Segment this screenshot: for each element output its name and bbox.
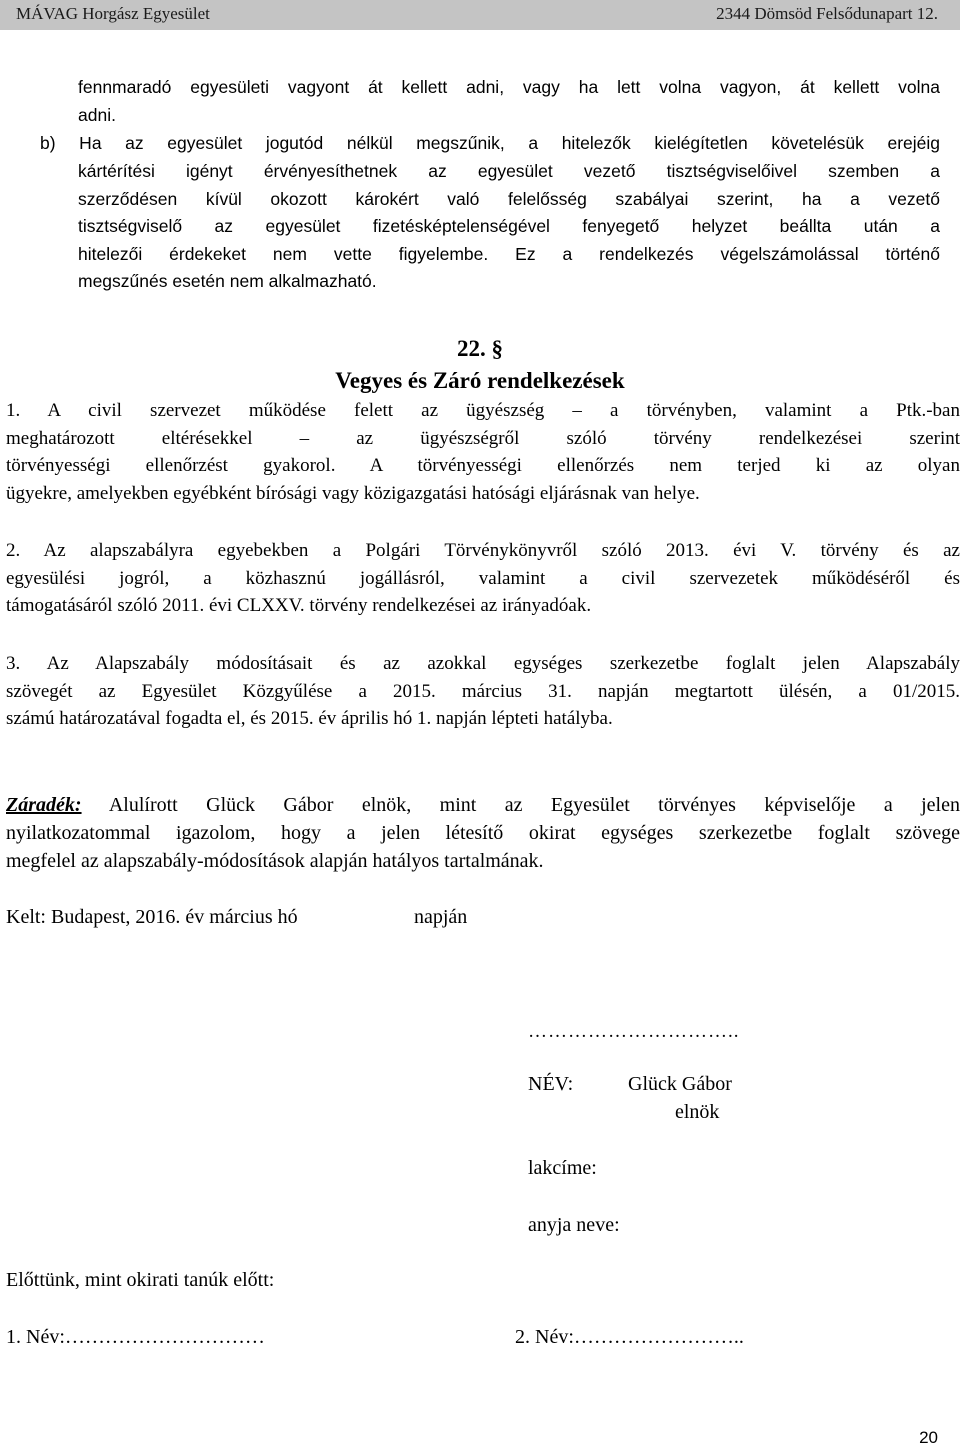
paragraph-1 [6, 397, 960, 507]
zaradek-label: Záradék: [6, 794, 82, 816]
item-b-line: megszűnés esetén nem alkalmazható. [78, 271, 377, 291]
intro-line: fennmaradó egyesületi vagyont át kellett adni, vagy ha lett volna vagyon, át kellett volna [78, 77, 940, 97]
paragraph-2 [6, 537, 960, 620]
paragraph-3-line: 3. Az Alapszabály módosításait és az azokkal egységes szerkezetbe foglalt jelen Alapszabály [6, 653, 960, 674]
intro-paragraph [78, 74, 940, 129]
header-address: 2344 Dömsöd Felsődunapart 12. [716, 4, 938, 23]
item-b-line: b) Ha az egyesület jogutód nélkül megszűnik, a hitelezők kielégítetlen követelésük erejéig [40, 133, 940, 153]
paragraph-3 [6, 650, 960, 733]
item-b-line: kártérítési igényt érvényesíthetnek az egyesület vezető tisztségviselőivel szemben a [78, 161, 940, 181]
signature-name-label: NÉV: [528, 1073, 574, 1095]
kelt-suffix: napján [414, 906, 468, 928]
kelt-prefix: Kelt: Budapest, 2016. év március hó [6, 906, 298, 928]
page-number: 20 [919, 1428, 938, 1447]
signature-name-value: Glück Gábor [628, 1073, 732, 1095]
paragraph-2-line: támogatásáról szóló 2011. évi CLXXV. törvény rendelkezései az irányadóak. [6, 595, 592, 616]
witness-2-line: 2. Név:…………………….. [515, 1326, 744, 1348]
paragraph-1-line: ügyekre, amelyekben egyébként bírósági vagy közigazgatási hatósági eljárásnak van helye. [6, 482, 700, 504]
item-b-paragraph [78, 158, 940, 296]
zaradek-line: megfelel az alapszabály-módosítások alapján hatályos tartalmának. [6, 850, 544, 872]
signature-role: elnök [675, 1101, 720, 1123]
intro-line: adni. [78, 104, 116, 125]
section-title: Vegyes és Záró rendelkezések [335, 368, 625, 393]
paragraph-3-line: szövegét az Egyesület Közgyűlése a 2015. március 31. napján megtartott ülésén, a 01/2015. [6, 680, 960, 702]
item-b-line: szerződésen kívül okozott károkért való felelősség szabályai szerint, ha a vezető [78, 188, 940, 209]
paragraph-1-line: törvényességi ellenőrzést gyakorol. A törvényességi ellenőrzés nem terjed ki az olyan [6, 455, 960, 476]
paragraph-3-line: számú határozatával fogadta el, és 2015. év április hó 1. napján lépteti hatályba. [6, 708, 613, 729]
paragraph-1-line: meghatározott eltérésekkel – az ügyészségről szóló törvény rendelkezései szerint [6, 427, 960, 449]
item-b-line: tisztségviselő az egyesület fizetésképtelenségével fenyegető helyzet beállta után a [78, 216, 940, 236]
paragraph-2-line: 2. Az alapszabályra egyebekben a Polgári Törvénykönyvről szóló 2013. évi V. törvény és az [6, 540, 960, 561]
paragraph-1-line: 1. A civil szervezet működése felett az ügyészség – a törvényben, valamint a Ptk.-ban [6, 400, 960, 421]
signature-line: ………………………….. [528, 1021, 740, 1042]
zaradek-line: nyilatkozatommal igazolom, hogy a jelen létesítő okirat egységes szerkezetbe foglalt szövege [6, 822, 960, 844]
header-organization: MÁVAG Horgász Egyesület [16, 4, 210, 23]
section-number: 22. § [457, 336, 503, 361]
paragraph-2-line: egyesülési jogról, a közhasznú jogállásról, valamint a civil szervezetek működéséről és [6, 567, 960, 589]
witness-1-line: 1. Név:………………………… [6, 1326, 265, 1348]
witnesses-intro: Előttünk, mint okirati tanúk előtt: [6, 1269, 275, 1291]
zaradek-line-rest: Alulírott Glück Gábor elnök, mint az Egyesület törvényes képviselője a jelen [81, 794, 960, 816]
item-b-line: hitelezői érdekeket nem vette figyelembe. Ez a rendelkezés végelszámolással történő [78, 243, 940, 264]
zaradek-paragraph [6, 791, 960, 875]
signature-address-label: lakcíme: [528, 1157, 597, 1179]
item-b-first-line-wrap [40, 130, 940, 158]
zaradek-line [6, 791, 960, 819]
signature-mother-label: anyja neve: [528, 1214, 620, 1236]
